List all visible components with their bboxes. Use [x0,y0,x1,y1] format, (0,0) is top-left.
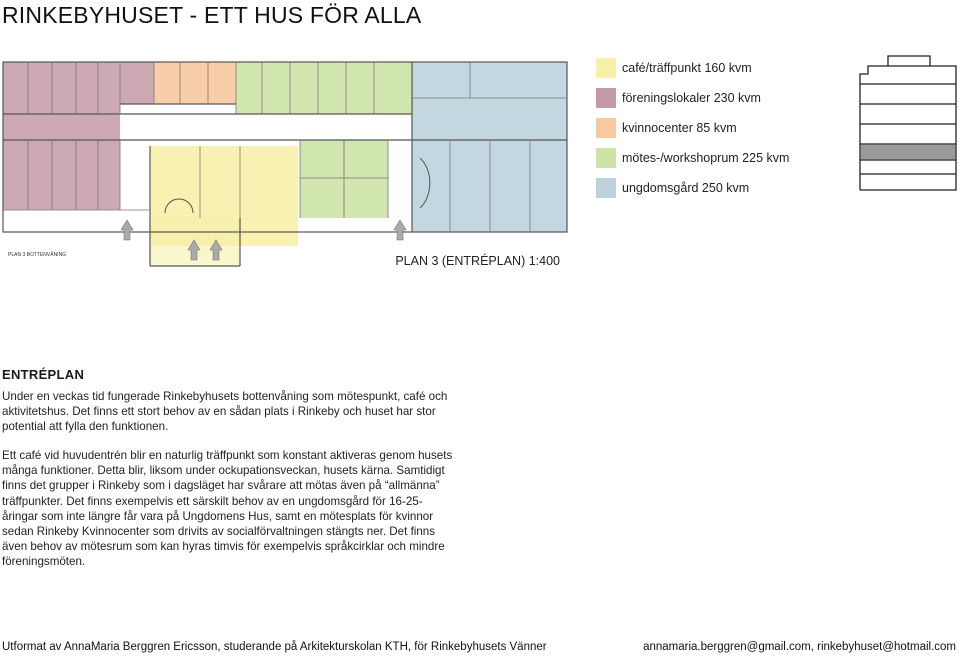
legend-label: kvinnocenter 85 kvm [622,121,737,135]
section-heading: ENTRÉPLAN [2,367,85,382]
footer-credit: Utformat av AnnaMaria Berggren Ericsson, studerande på Arkitekturskolan KTH, för Rinkebyhusets Vänner [2,641,547,653]
legend-swatch-motesrum [596,148,616,168]
paragraph-cafe: Ett café vid huvudentrén blir en naturlig träffpunkt som konstant aktiveras genom husets många funktioner. Detta blir, liksom under ockupationsveckan, husets kärna. Samtidigt finns det grupper i Rinkeby som i dagsläget har svårare att mötas även på “allmänna” träffpunkter. Det finns exempelvis ett särskilt behov av en ungdomsgård för 16-25-åringar som inte längre får vara på Ungdomens Hus, samt en mötesplats för kvinnor sedan Rinkeby Kvinnocenter som drivits av socialförvaltningen stängts ner. Det finns även behov av mötesrum som kan hyras timvis för exempelvis språkcirklar och mindre föreningsmöten. [2,449,453,569]
floor-plan-label: PLAN 3 BOTTENVÅNING [8,252,67,258]
plan-caption: PLAN 3 (ENTRÉPLAN) 1:400 [395,254,560,268]
paragraph-intro: Under en veckas tid fungerade Rinkebyhusets bottenvåning som mötespunkt, café och aktivitetshus. Det finns ett stort behov av en sådan plats i Rinkeby och huset har stor potential att fylla den funktionen. [2,390,448,434]
legend-label: ungdomsgård 250 kvm [622,181,750,195]
page-title: RINKEBYHUSET - ETT HUS FÖR ALLA [2,2,422,28]
legend-swatch-kvinnocenter [596,118,616,138]
legend-swatch-foreningslokaler [596,88,616,108]
legend-label: café/träffpunkt 160 kvm [622,61,752,75]
building-section-diagram [858,52,958,192]
zone-foreningslokaler-upper [120,62,154,104]
zone-kvinnocenter [154,62,236,104]
legend-swatch-cafe [596,58,616,78]
legend-swatch-ungdomsgard [596,178,616,198]
legend-label: föreningslokaler 230 kvm [622,91,761,105]
zone-ungdomsgard [412,62,567,232]
zone-foreningslokaler [3,62,120,210]
floor-plan [0,58,570,276]
legend-label: mötes-/workshoprum 225 kvm [622,151,790,165]
footer-contact: annamaria.berggren@gmail.com, rinkebyhuset@hotmail.com [643,641,956,653]
section-highlight-entry-floor [861,145,956,160]
